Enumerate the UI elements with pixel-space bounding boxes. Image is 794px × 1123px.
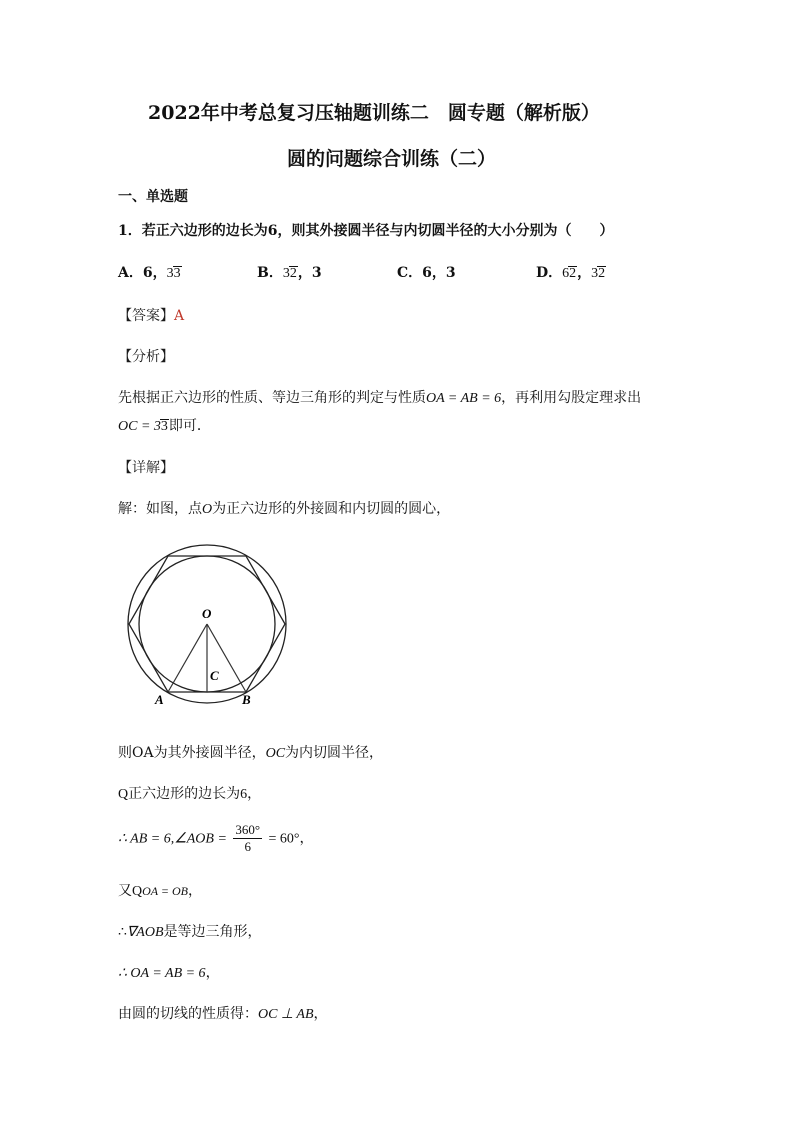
detail-step-7 [118, 1003, 328, 1023]
detail-intro-pre: 解：如图，点 [118, 501, 202, 517]
step-6-end: ， [205, 965, 220, 981]
detail-step-2 [118, 783, 261, 803]
label-a: A [155, 692, 164, 707]
label-o: O [202, 606, 212, 621]
option-a-sqrt: 3 [173, 266, 181, 281]
option-d-sqrt: 2 [569, 266, 577, 281]
step-1-a: 则OA为其外接圆半径， [118, 745, 266, 761]
option-b-sqrt: 2 [289, 266, 297, 281]
analysis-tail-2: 即可． [168, 418, 211, 434]
analysis-sqrt-2: 3 [160, 419, 168, 434]
analysis-text-1: 先根据正六边形的性质、等边三角形的判定与性质 [118, 390, 426, 406]
step-4-math: OA = OB [142, 884, 188, 898]
hexagon-circle-figure [120, 535, 300, 715]
document-subtitle: 圆的问题综合训练（二） [287, 148, 497, 170]
step-7-end: ， [313, 1006, 328, 1022]
option-b [257, 262, 322, 282]
step-5-math: ∇AOB [126, 925, 164, 940]
option-d-sqrt2: 2 [598, 266, 606, 281]
option-b-coef: 3 [282, 266, 290, 281]
step-2-end: ， [247, 786, 262, 802]
analysis-tag: 【分析】 [118, 349, 174, 365]
question-text: 1．若正六边形的边长为6，则其外接圆半径与内切圆半径的大小分别为（ ） [118, 223, 614, 239]
analysis-line-2 [118, 415, 211, 435]
option-d [536, 262, 606, 282]
option-d-label: D． [536, 265, 563, 281]
answer-line [118, 305, 184, 325]
detail-step-5 [118, 921, 262, 941]
step-3-pre: ∴ AB = 6,∠AOB = [118, 831, 227, 847]
step-2-num: 6 [240, 787, 248, 802]
analysis-line-1 [118, 387, 641, 407]
step-3-numerator: 360° [235, 822, 261, 837]
step-5-pre: ∴ [118, 925, 127, 940]
analysis-math-1: OA = AB = 6 [426, 391, 502, 406]
step-7-text: 由圆的切线的性质得： [118, 1006, 258, 1022]
detail-step-6 [118, 962, 220, 982]
option-b-label: B． [257, 265, 283, 281]
detail-tag: 【详解】 [118, 460, 174, 476]
step-5-text: 是等边三角形， [163, 924, 262, 940]
step-2-text: 正六边形的边长为 [128, 786, 241, 802]
option-a-coef: 3 [166, 266, 174, 281]
label-b: B [242, 692, 251, 707]
option-d-sep: ， [577, 265, 592, 281]
detail-step-3 [118, 822, 314, 855]
section-heading: 一、单选题 [118, 189, 188, 205]
detail-intro [118, 498, 450, 518]
segment-oa [168, 624, 207, 692]
detail-step-4 [118, 880, 202, 900]
step-3-post: = 60°， [268, 831, 314, 847]
step-4-end: ， [188, 883, 202, 899]
step-3-denominator: 6 [244, 839, 251, 854]
detail-step-1 [118, 742, 383, 762]
step-1-math: OC [265, 746, 286, 761]
step-2-symbol: Q [118, 787, 129, 802]
step-4-pre: 又 [118, 883, 132, 899]
step-3-fraction [233, 822, 262, 855]
answer-tag: 【答案】 [118, 308, 174, 324]
option-c: C．6，3 [397, 265, 456, 281]
option-a-label: A．6， [118, 265, 167, 281]
document-title: 2022年中考总复习压轴题训练二 圆专题（解析版） [148, 102, 600, 124]
analysis-math-2: OC = 3 [118, 419, 161, 434]
step-7-math: OC ⊥ AB [258, 1007, 314, 1022]
option-d-coef2: 3 [591, 266, 599, 281]
step-6-math: ∴ OA = AB = 6 [118, 966, 206, 981]
analysis-tail-1: ，再利用勾股定理求出 [501, 390, 642, 406]
option-d-coef: 6 [562, 266, 570, 281]
option-b-tail: ，3 [297, 265, 322, 281]
step-4-symbol: Q [132, 884, 143, 899]
label-c: C [210, 668, 219, 683]
detail-intro-o: O [202, 502, 213, 517]
option-a [118, 262, 182, 282]
detail-intro-post: 为正六边形的外接圆和内切圆的圆心， [212, 501, 451, 517]
answer-value: A [174, 308, 185, 324]
step-1-b: 为内切圆半径， [285, 745, 384, 761]
